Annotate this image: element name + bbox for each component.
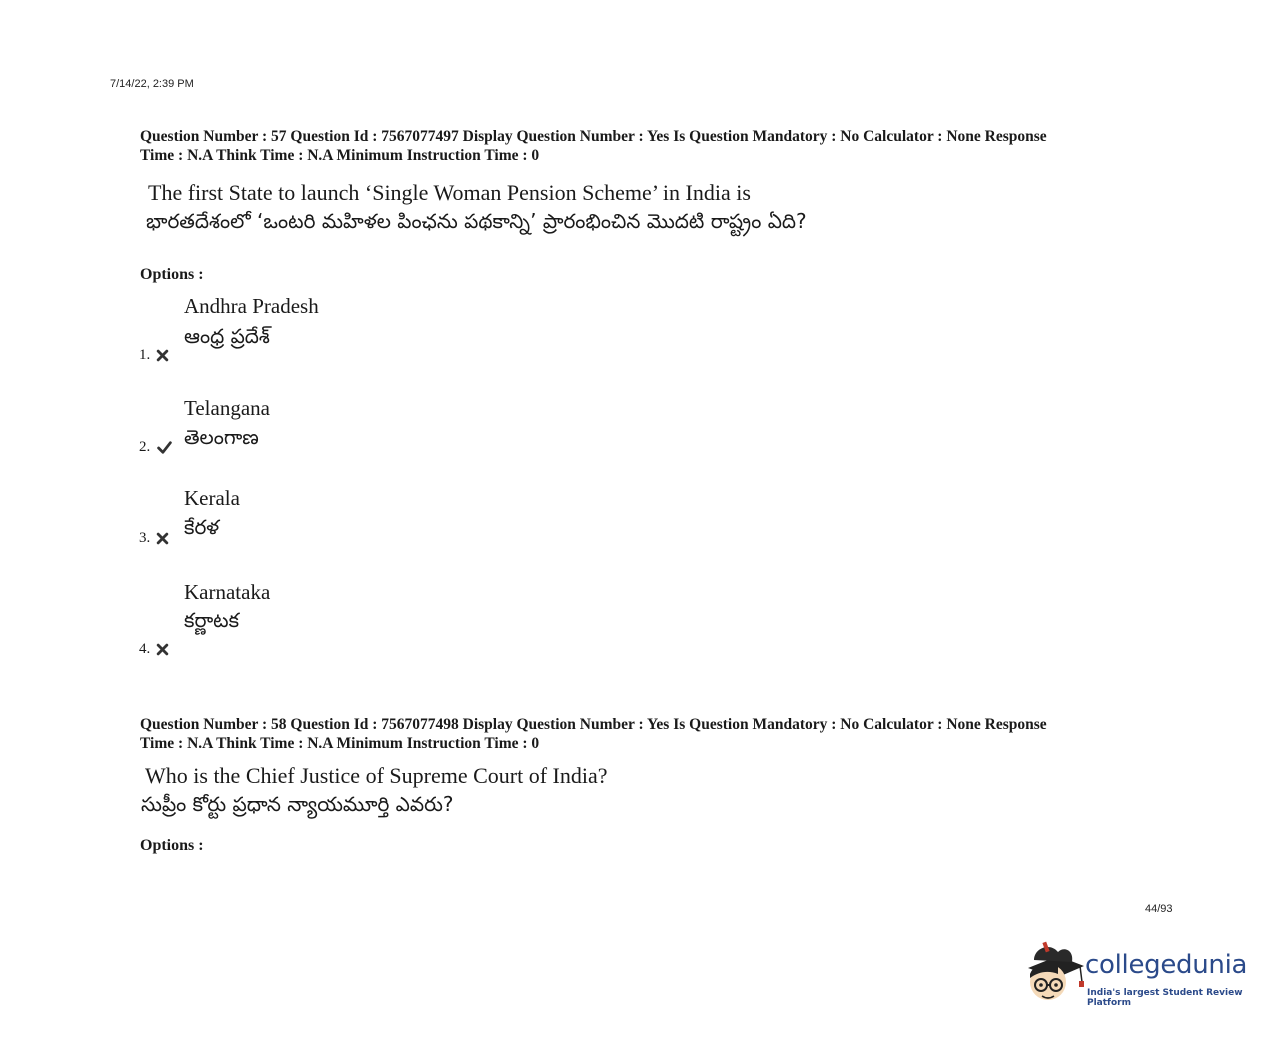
question-meta-line1: Question Number : 57 Question Id : 7567077497 Display Question Number : Yes Is Question Mandatory : No Calculator : None Response	[140, 128, 1047, 145]
question-meta-line1: Question Number : 58 Question Id : 7567077498 Display Question Number : Yes Is Question Mandatory : No Calculator : None Response	[140, 716, 1047, 733]
option-1-marker	[139, 347, 169, 364]
option-4-marker	[139, 641, 169, 658]
option-1-text-en: Andhra Pradesh	[184, 294, 319, 318]
options-label: Options :	[140, 266, 204, 283]
question-meta-line2: Time : N.A Think Time : N.A Minimum Instruction Time : 0	[140, 735, 540, 752]
cross-icon	[156, 532, 169, 545]
option-2-marker	[139, 439, 173, 456]
cross-icon	[156, 643, 169, 656]
checkmark-icon	[156, 440, 173, 455]
collegedunia-logo-text: collegedunia	[1085, 950, 1248, 980]
option-number: 2.	[139, 439, 151, 455]
page-number: 44/93	[1145, 903, 1173, 915]
option-number: 1.	[139, 347, 151, 363]
question-58-meta	[140, 715, 1170, 753]
cross-icon	[156, 349, 169, 362]
question-57-text-te: భారతదేశంలో ‘ఒంటరి మహిళల పింఛను పథకాన్ని’ ప్రారంభించిన మొదటి రాష్ట్రం ఏది?	[146, 209, 807, 233]
option-number: 4.	[139, 641, 151, 657]
question-57-text-en: The first State to launch ‘Single Woman Pension Scheme’ in India is	[148, 180, 751, 205]
option-number: 3.	[139, 530, 151, 546]
print-timestamp: 7/14/22, 2:39 PM	[110, 78, 194, 90]
option-2-text-en: Telangana	[184, 396, 270, 420]
option-3-text-en: Kerala	[184, 486, 240, 510]
option-4-text-te: కర్ణాటక	[184, 608, 240, 632]
option-3-marker	[139, 530, 169, 547]
question-meta-line2: Time : N.A Think Time : N.A Minimum Instruction Time : 0	[140, 147, 540, 164]
question-57-meta	[140, 127, 1170, 165]
options-label: Options :	[140, 837, 204, 854]
question-58-text-en: Who is the Chief Justice of Supreme Court of India?	[145, 763, 608, 788]
option-1-text-te: ఆంధ్ర ప్రదేశ్	[184, 324, 270, 348]
question-58-text-te: సుప్రీం కోర్టు ప్రధాన న్యాయమూర్తి ఎవరు?	[141, 792, 454, 816]
collegedunia-mascot-icon	[1024, 938, 1086, 1010]
option-3-text-te: కేరళ	[184, 515, 220, 539]
option-4-text-en: Karnataka	[184, 580, 271, 604]
collegedunia-tagline: India's largest Student Review Platform	[1087, 988, 1243, 1008]
option-2-text-te: తెలంగాణ	[184, 425, 259, 449]
